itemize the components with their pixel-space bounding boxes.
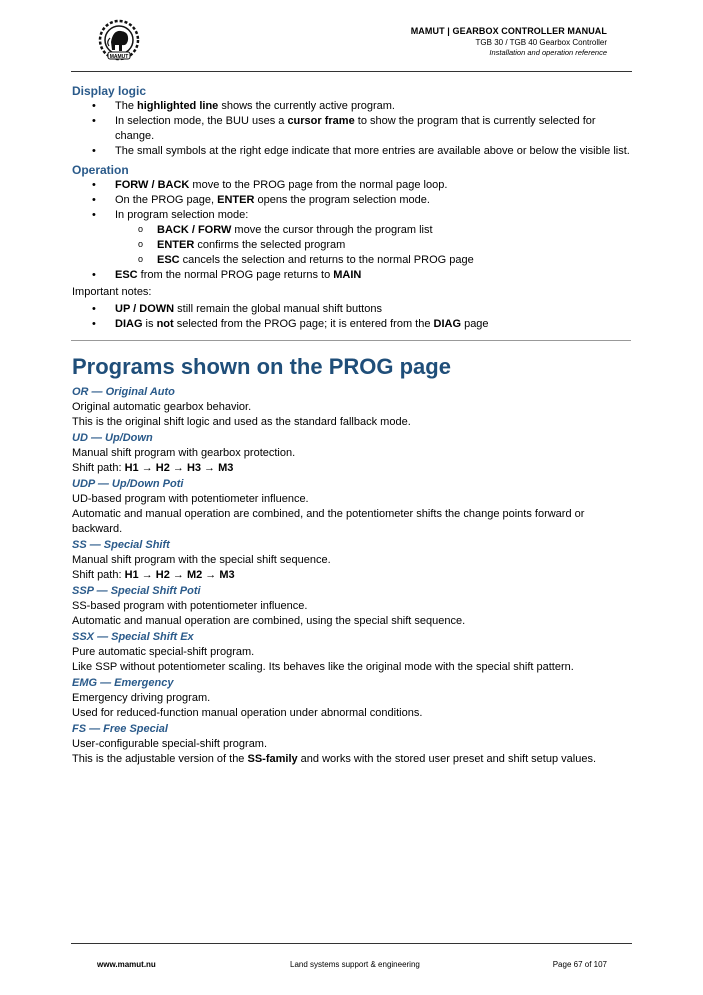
list-item: • FORW / BACK move to the PROG page from the normal page loop.: [72, 178, 632, 193]
program-ss-line-1: Manual shift program with the special shift sequence.: [72, 554, 331, 566]
program-fs-line-2: This is the adjustable version of the SS-family and works with the stored user preset and shift setup values.: [72, 753, 597, 765]
program-udp-line-2: Automatic and manual operation are combined, and the potentiometer shifts the change points forward or backward.: [72, 508, 585, 535]
program-ss-name: SS — Special Shift: [72, 539, 170, 551]
section-divider: [71, 340, 631, 341]
program-emg-line-2: Used for reduced-function manual operation under abnormal conditions.: [72, 707, 423, 719]
program-or-line-2: This is the original shift logic and used as the standard fallback mode.: [72, 416, 411, 428]
program-ssp-name: SSP — Special Shift Poti: [72, 585, 201, 597]
header-title: MAMUT | GEARBOX CONTROLLER MANUAL: [410, 26, 607, 36]
footer-center-text: Land systems support & engineering: [290, 960, 420, 969]
operation-heading: Operation: [72, 163, 129, 177]
program-ssp-line-1: SS-based program with potentiometer influence.: [72, 600, 308, 612]
display-logic-heading: Display logic: [72, 84, 147, 98]
program-ssx-name: SSX — Special Shift Ex: [72, 631, 194, 643]
footer-website-link[interactable]: www.mamut.nu: [97, 960, 156, 969]
important-notes-label: Important notes:: [72, 286, 152, 298]
program-ud-path: Shift path: H1 → H2 → H3 → M3: [72, 462, 234, 474]
sub-list-item: o BACK / FORW move the cursor through the program list: [72, 223, 632, 238]
program-emg-name: EMG — Emergency: [72, 677, 174, 689]
program-ud-line-1: Manual shift program with gearbox protection.: [72, 447, 296, 459]
operation-list: [72, 178, 632, 283]
footer-page-number: Page 67 of 107: [552, 960, 607, 969]
svg-text:MAMUT: MAMUT: [109, 54, 129, 60]
sub-list: [115, 223, 632, 268]
program-udp-line-1: UD-based program with potentiometer influence.: [72, 493, 309, 505]
header-text: [411, 26, 607, 57]
header-rule: [71, 71, 632, 72]
sub-list-item: o ESC cancels the selection and returns to the normal PROG page: [72, 253, 632, 268]
list-item: • UP / DOWN still remain the global manual shift buttons: [72, 302, 632, 317]
program-ssx-line-2: Like SSP without potentiometer scaling. Its behaves like the original mode with the special shift pattern.: [72, 661, 574, 673]
program-fs-name: FS — Free Special: [72, 723, 168, 735]
list-item: • DIAG is not selected from the PROG page; it is entered from the DIAG page: [72, 317, 632, 332]
programs-heading: Programs shown on the PROG page: [72, 354, 451, 379]
list-item: • ESC from the normal PROG page returns to MAIN: [72, 268, 632, 283]
sub-list-item: o ENTER confirms the selected program: [72, 238, 632, 253]
page-content: [72, 83, 632, 767]
program-udp-name: UDP — Up/Down Poti: [72, 478, 184, 490]
program-ssx-line-1: Pure automatic special-shift program.: [72, 646, 255, 658]
page-header: [0, 0, 703, 74]
list-item: • On the PROG page, ENTER opens the program selection mode.: [72, 193, 632, 208]
notes-list: [72, 302, 632, 332]
program-emg-line-1: Emergency driving program.: [72, 692, 211, 704]
program-fs-line-1: User-configurable special-shift program.: [72, 738, 268, 750]
display-logic-list: [72, 99, 632, 159]
program-ssp-line-2: Automatic and manual operation are combined, using the special shift sequence.: [72, 615, 466, 627]
footer-rule: [71, 943, 632, 944]
header-subtitle-2: Installation and operation reference: [489, 48, 607, 57]
program-ud-name: UD — Up/Down: [72, 432, 153, 444]
program-or-name: OR — Original Auto: [72, 386, 175, 398]
header-subtitle: TGB 30 / TGB 40 Gearbox Controller: [475, 38, 607, 47]
program-or-line-1: Original automatic gearbox behavior.: [72, 401, 252, 413]
program-ss-path: Shift path: H1 → H2 → M2 → M3: [72, 569, 235, 581]
list-item: • In program selection mode: o BACK / FORW move the cursor through the program list o ENTER confirms the selected program o ESC cancels the selection and returns to the normal PROG page: [72, 208, 632, 268]
mamut-logo-icon: [94, 18, 144, 62]
list-item: • The small symbols at the right edge indicate that more entries are available above or below the visible list.: [72, 144, 632, 159]
list-item: • In selection mode, the BUU uses a cursor frame to show the program that is currently selected for change.: [72, 114, 632, 144]
list-item: • The highlighted line shows the currently active program.: [72, 99, 632, 114]
